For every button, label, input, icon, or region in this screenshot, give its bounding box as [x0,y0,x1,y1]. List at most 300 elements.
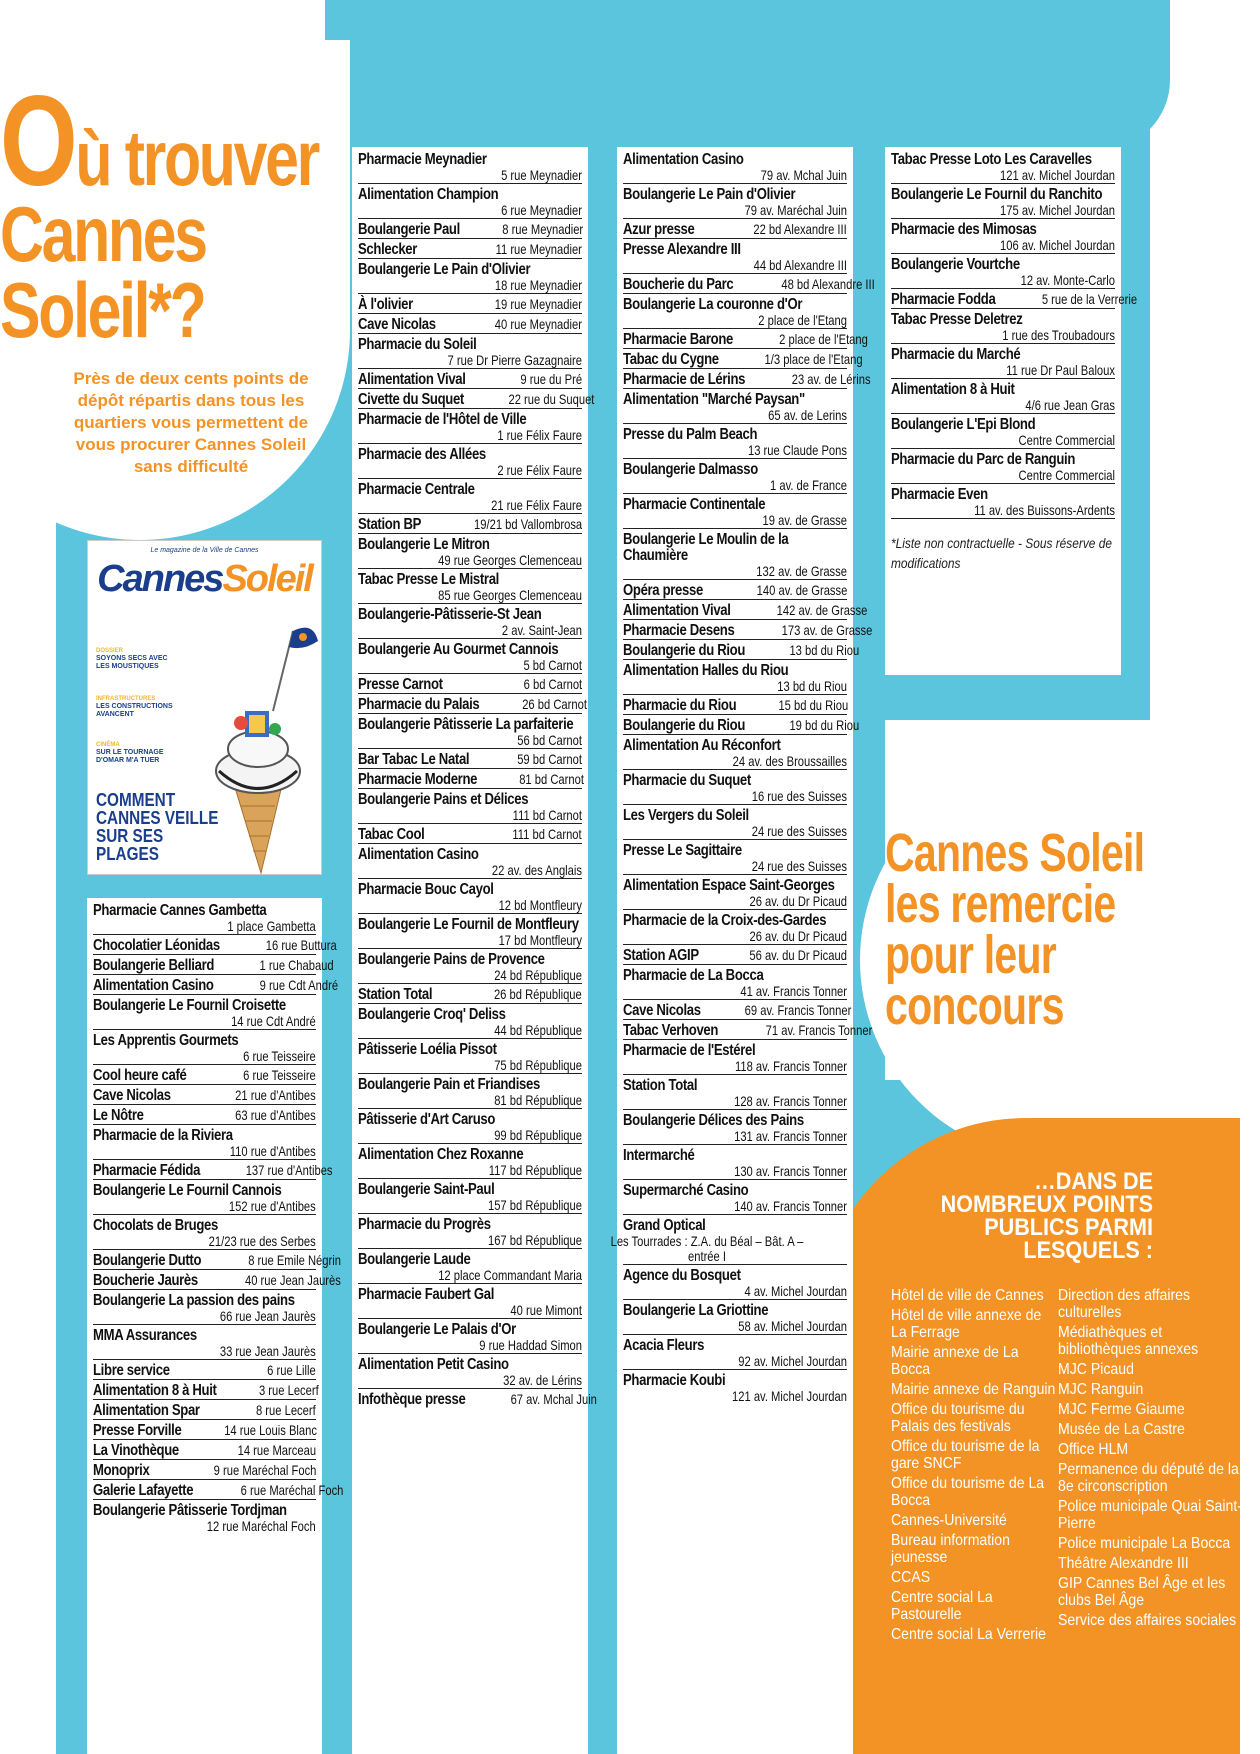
list-item [358,846,582,879]
magazine-logo-part2: Soleil [222,557,312,600]
list-item-address: 6 rue Teisseire [243,1048,316,1064]
list-item [358,1391,597,1408]
list-item-address: 24 rue des Suisses [751,823,847,839]
list-item-address: 1 rue Chabaud [259,957,334,973]
magazine-teaser [96,647,176,671]
list-item-address: 41 av. Francis Tonner [740,983,847,999]
list-item [358,391,595,409]
list-item-address: 111 bd Carnot [512,826,582,842]
list-item-address: 81 bd République [494,1092,582,1108]
list-item-address: 131 av. Francis Tonner [734,1128,847,1144]
list-item-name: Pharmacie de Lérins [623,371,746,388]
list-item-address: 6 bd Carnot [523,676,582,692]
public-point-item: Médiathèques et bibliothèques annexes [1058,1324,1199,1358]
teaser-kicker: INFRASTRUCTURES [96,696,156,702]
list-item-name: Pharmacie du Progrès [358,1216,491,1233]
list-item-address: 1 rue des Troubadours [1002,327,1115,343]
list-item-name: Monoprix [93,1462,150,1479]
list-item [358,881,582,914]
list-item [623,1042,847,1075]
list-item-name: Pharmacie Fodda [891,291,996,308]
list-item [93,1502,316,1534]
public-point-item: MJC Picaud [1058,1361,1134,1378]
list-item-address: 14 rue Louis Blanc [224,1422,317,1438]
list-item [358,641,582,674]
list-item-name: Tabac Cool [358,826,425,843]
list-item-name: Station Total [623,1077,698,1094]
list-item [623,1267,847,1300]
list-item-name: Les Apprentis Gourmets [93,1032,239,1049]
list-item [610,1217,847,1265]
list-item-name: Bar Tabac Le Natal [358,751,470,768]
list-item-address: 167 bd République [487,1232,582,1248]
list-item [93,957,334,975]
list-item [93,1292,316,1325]
list-item-address: 59 bd Carnot [517,751,582,767]
list-item-name: Boulangerie Le Fournil Cannois [93,1182,282,1199]
list-item-name: Pharmacie Continentale [623,496,766,513]
list-item [93,1162,333,1180]
list-item-name: Pharmacie de l'Estérel [623,1042,756,1059]
list-item-address: 13 bd du Riou [789,642,860,658]
teaser-text: LES CONSTRUCTIONS AVANCENT [96,703,173,718]
public-point-item: Mairie annexe de La Bocca [891,1344,1019,1378]
list-item-name: Agence du Bosquet [623,1267,741,1284]
subtitle: Près de deux cents points de dépôt répartis dans tous les quartiers vous permettent de vous procurer Cannes Soleil sans difficulté [73,369,309,476]
list-item-address: 40 rue Jean Jaurès [244,1272,341,1288]
list-item-name: Tabac Verhoven [623,1022,719,1039]
list-item-name: La Vinothèque [93,1442,179,1459]
list-item-address: 21 rue Félix Faure [491,497,582,513]
title-line1: ù trouver [75,114,318,202]
list-item-address: 3 rue Lecerf [258,1382,319,1398]
list-item-name: Schlecker [358,241,418,258]
list-item-name: Azur presse [623,221,695,238]
list-item [358,1041,582,1074]
list-item [623,221,847,239]
list-item [623,1112,847,1145]
list-item [623,947,847,965]
public-point-item: Hôtel de ville annexe de La Ferrage [891,1307,1042,1341]
list-item-address: 1/3 place de l'Etang [764,351,863,367]
list-item-address: 9 rue du Pré [520,371,582,387]
list-item-address: 14 rue Marceau [237,1442,316,1458]
list-item-name: Cave Nicolas [358,316,436,333]
list-item-address: 4 av. Michel Jourdan [744,1283,847,1299]
list-item-name: Station BP [358,516,422,533]
public-point-item: Permanence du député de la 8e circonscription [1058,1461,1239,1495]
list-item-address: 40 rue Meynadier [494,316,582,332]
list-item-name: Boulangerie Le Fournil du Ranchito [891,186,1103,203]
list-item-name: Alimentation Au Réconfort [623,737,781,754]
public-points-list-right [1058,1287,1243,1632]
public-point-item: Théâtre Alexandre III [1058,1555,1189,1572]
list-item-address: 92 av. Michel Jourdan [738,1353,847,1369]
list-item-address: 9 rue Cdt André [259,977,339,993]
public-point-item: Office du tourisme de La Bocca [891,1475,1045,1509]
list-item-address: 142 av. de Grasse [776,602,868,618]
public-point-item: Mairie annexe de Ranguin [891,1381,1056,1398]
list-item-name: Chocolatier Léonidas [93,937,220,954]
list-item-address: 24 rue des Suisses [751,858,847,874]
list-item [623,642,860,660]
list-item-address: 56 av. du Dr Picaud [749,947,847,963]
list-item-address: 8 rue Lecerf [256,1402,316,1418]
list-item [358,951,582,984]
list-item [623,697,847,715]
public-point-item: Office du tourisme du Palais des festivals [891,1401,1025,1435]
list-item [358,186,582,219]
list-item-address: Centre Commercial [1018,432,1115,448]
list-item-name: Pharmacie Barone [623,331,733,348]
list-item-address: 12 bd Montfleury [498,897,582,913]
list-item-address: 40 rue Mimont [510,1302,582,1318]
list-item [358,1356,582,1389]
list-item-name: Boulangerie Dalmasso [623,461,758,478]
list-item [891,486,1115,519]
list-item-address: 175 av. Michel Jourdan [1000,202,1115,218]
public-point-item: Direction des affaires culturelles [1058,1287,1190,1321]
list-item-address: 13 rue Claude Pons [747,442,847,458]
list-item-address: 26 av. du Dr Picaud [749,893,847,909]
list-item-name: Pharmacie du Parc de Ranguin [891,451,1076,468]
list-item-address: 24 bd République [494,967,582,983]
list-item-address: 7 rue Dr Pierre Gazagnaire [447,352,582,368]
list-column-4 [885,147,1138,675]
list-item-address: 99 bd République [494,1127,582,1143]
list-item-address: 5 rue Meynadier [501,167,582,183]
teaser-kicker: DOSSIER [96,648,124,654]
list-item-name: Alimentation Halles du Riou [623,662,789,679]
list-item-name: Supermarché Casino [623,1182,749,1199]
magazine-logo [88,555,321,603]
list-item-address: 12 rue Maréchal Foch [207,1518,316,1534]
list-item [358,606,582,639]
list-item-address: 48 bd Alexandre III [780,276,875,292]
public-point-item: Centre social La Pastourelle [891,1589,993,1623]
list-item [358,221,582,239]
list-item [623,1337,847,1370]
list-item-address: 19 bd du Riou [789,717,860,733]
list-item-name: Pharmacie Moderne [358,771,478,788]
list-item-name: Boulangerie Vourtche [891,256,1020,273]
list-item-name: Alimentation 8 à Huit [891,381,1015,398]
list-item [623,1182,847,1215]
list-item-name: Boulangerie-Pâtisserie-St Jean [358,606,542,623]
list-item [623,1002,852,1020]
public-point-item: Police municipale Quai Saint-Pierre [1058,1498,1242,1532]
list-item-address: 13 bd du Riou [777,678,847,694]
list-item-name: Boulangerie La Griottine [623,1302,769,1319]
public-point-item: Cannes-Université [891,1512,1007,1529]
list-item [623,772,847,805]
list-item-address: 6 rue Teisseire [243,1067,316,1083]
list-item [93,1327,316,1360]
list-item-name: Boulangerie Paul [358,221,460,238]
title-big-letter: O [0,70,76,213]
list-item [623,391,847,424]
list-item [93,1127,316,1160]
list-item [623,1022,873,1040]
list-item [623,151,847,184]
list-item-address: 1 rue Félix Faure [497,427,582,443]
list-item-name: Pharmacie du Palais [358,696,480,713]
magazine-tagline: Le magazine de la Ville de Cannes [150,547,259,554]
list-item-name: Boulangerie Le Moulin de la Chaumière [623,531,789,564]
list-item-name: Presse du Palm Beach [623,426,758,443]
list-item [358,716,582,749]
list-item-address: Les Tourrades : Z.A. du Béal – Bât. A – entrée I [610,1233,804,1264]
magazine-cover [87,540,322,875]
list-item-name: Galerie Lafayette [93,1482,194,1499]
public-point-item: GIP Cannes Bel Âge et les clubs Bel Âge [1058,1575,1226,1609]
list-item-name: Boulangerie Saint-Paul [358,1181,495,1198]
public-point-item: Musée de La Castre [1058,1421,1185,1438]
list-item-address: 32 av. de Lérins [503,1372,582,1388]
public-point-item: CCAS [891,1569,931,1586]
list-item-address: 157 bd République [487,1197,582,1213]
list-item [358,536,582,569]
list-item-name: Pharmacie du Marché [891,346,1021,363]
list-item [623,622,873,640]
list-item [891,291,1138,309]
list-item-name: Tabac du Cygne [623,351,719,368]
list-item-address: 71 av. Francis Tonner [765,1022,873,1038]
list-item-name: Alimentation Vival [623,602,731,619]
list-item-name: Tabac Presse Le Mistral [358,571,499,588]
list-item [623,331,868,349]
public-point-item: Office HLM [1058,1441,1129,1458]
list-item [93,1252,341,1270]
disclaimer: *Liste non contractuelle - Sous réserve de modifications [891,535,1112,571]
list-item-address: 75 bd République [494,1057,582,1073]
list-item-name: Boulangerie La couronne d'Or [623,296,803,313]
list-item [93,1087,316,1105]
list-item-address: 2 place de l'Etang [779,331,868,347]
list-item-address: 121 av. Michel Jourdan [732,1388,847,1404]
list-item-name: Alimentation Casino [93,977,214,994]
list-item [891,221,1115,254]
list-item [623,662,847,695]
list-item [623,582,847,600]
list-item-name: Presse Alexandre III [623,241,741,258]
list-item [93,1422,316,1440]
list-item-name: Boulangerie Pain et Friandises [358,1076,540,1093]
list-item-name: Cool heure café [93,1067,187,1084]
list-item [623,276,875,294]
list-item-name: Alimentation Champion [358,186,499,203]
list-item [358,316,582,334]
list-item [623,717,860,735]
list-item [358,261,582,294]
list-item [93,997,316,1030]
thanks-heading [885,823,1145,1036]
list-item-address: 15 bd du Riou [778,697,849,713]
list-item-name: Tabac Presse Loto Les Caravelles [891,151,1092,168]
list-item-name: Station AGIP [623,947,699,964]
public-point-item: Bureau information jeunesse [891,1532,1010,1566]
list-item [358,1146,582,1179]
list-item [891,311,1115,344]
list-item-address: 26 bd République [494,986,582,1002]
list-item-name: Presse Forville [93,1422,182,1439]
list-item-name: Boulangerie Belliard [93,957,215,974]
list-item-address: 140 av. Francis Tonner [734,1198,847,1214]
list-item [93,1362,316,1380]
thanks-line4: concours [885,976,1064,1036]
list-item-address: 9 rue Haddad Simon [479,1337,582,1353]
list-item-address: 2 av. Saint-Jean [501,622,582,638]
list-item-name: Opéra presse [623,582,703,599]
list-item [891,451,1115,484]
list-item [358,516,582,534]
list-item [358,1181,582,1214]
list-item [623,1302,847,1335]
list-item-name: Libre service [93,1362,170,1379]
list-item-name: Intermarché [623,1147,695,1164]
list-item-name: Pharmacie Koubi [623,1372,726,1389]
list-item [891,346,1115,379]
list-item-address: 66 rue Jean Jaurès [220,1308,316,1324]
list-item-name: Infothèque presse [358,1391,466,1408]
title-line3: Soleil*? [0,266,205,354]
list-item-address: 81 bd Carnot [519,771,585,787]
list-item-name: MMA Assurances [93,1327,197,1344]
list-item [93,937,337,955]
list-item-address: 16 rue Buttura [265,937,337,953]
list-item-address: 6 rue Maréchal Foch [240,1482,344,1498]
list-item [358,1216,582,1249]
list-item-address: 2 place de l'Etang [758,312,847,328]
list-item [623,1077,847,1110]
list-item [93,1182,316,1215]
list-item-name: Boulangerie Croq' Deliss [358,1006,506,1023]
list-item-name: Boulangerie Le Fournil Croisette [93,997,286,1014]
thanks-line3: pour leur [885,925,1057,985]
list-item-name: Boulangerie La passion des pains [93,1292,295,1309]
list-item-name: Boulangerie Le Palais d'Or [358,1321,516,1338]
list-item-address: 22 av. des Anglais [491,862,582,878]
list-item-name: Tabac Presse Deletrez [891,311,1023,328]
list-item [623,807,847,840]
list-item-name: Pharmacie du Soleil [358,336,477,353]
magazine-headline: COMMENT CANNES VEILLE SUR SES PLAGES [96,790,219,864]
list-item-address: 11 rue Meynadier [495,241,582,257]
list-item [623,1147,847,1180]
list-item [623,531,847,580]
list-item-address: 117 bd République [488,1162,582,1178]
list-item [623,912,847,945]
list-item [358,751,582,769]
thanks-line2: les remercie [885,874,1116,934]
list-item-name: Boucherie du Parc [623,276,734,293]
list-item [623,737,847,770]
list-item [93,1107,316,1125]
public-point-item: Hôtel de ville de Cannes [891,1287,1044,1304]
list-item-name: Pharmacie de la Croix-des-Gardes [623,912,827,929]
list-item [93,1032,316,1065]
list-item [93,1272,341,1290]
list-item-address: 14 rue Cdt André [231,1013,316,1029]
public-point-item: Office du tourisme de la gare SNCF [891,1438,1040,1472]
list-item-name: Civette du Suquet [358,391,464,408]
list-item-address: 19/21 bd Vallombrosa [473,516,582,532]
list-item-name: Boulangerie Le Pain d'Olivier [358,261,531,278]
list-item-name: Pharmacie du Riou [623,697,737,714]
list-item [358,1321,582,1354]
list-item-address: 2 rue Félix Faure [497,462,582,478]
list-item-address: 12 av. Monte-Carlo [1020,272,1115,288]
list-item [93,1482,344,1500]
list-item-address: 5 rue de la Verrerie [1042,291,1138,307]
list-item-address: 21 rue d'Antibes [235,1087,316,1103]
list-item-name: Alimentation Petit Casino [358,1356,509,1373]
list-item-name: Pharmacie Desens [623,622,735,639]
list-item [93,1462,316,1480]
list-item [93,1217,316,1250]
list-item-address: 1 av. de France [770,477,847,493]
list-item-name: Boulangerie Pains et Délices [358,791,529,808]
list-item-name: Chocolats de Bruges [93,1217,218,1234]
list-item-address: 44 bd République [494,1022,582,1038]
list-item-name: Boulangerie du Riou [623,642,746,659]
list-item-name: Pharmacie des Mimosas [891,221,1037,238]
list-item [358,771,585,789]
list-item-address: 23 av. de Lérins [791,371,871,387]
list-item-name: Boulangerie Pains de Provence [358,951,545,968]
list-item-address: 111 bd Carnot [512,807,582,823]
list-item [358,1251,582,1284]
list-item-address: 19 av. de Grasse [762,512,847,528]
list-item-address: 128 av. Francis Tonner [734,1093,847,1109]
list-item-name: Boulangerie Dutto [93,1252,202,1269]
list-item-name: Boulangerie Pâtisserie Tordjman [93,1502,287,1519]
list-column-1 [87,898,344,1754]
list-item-address: 56 bd Carnot [517,732,582,748]
thanks-line1: Cannes Soleil [885,823,1145,883]
list-item [358,916,582,949]
list-item-address: 58 av. Michel Jourdan [738,1318,847,1334]
list-item-address: Centre Commercial [1018,467,1115,483]
list-item-name: Pâtisserie Loélia Pissot [358,1041,497,1058]
list-item-name: Boulangerie Pâtisserie La parfaiterie [358,716,574,733]
list-item [891,416,1115,449]
list-item-name: Grand Optical [623,1217,706,1234]
list-item-name: Cave Nicolas [93,1087,171,1104]
list-item [358,986,582,1004]
list-column-2 [352,147,597,1754]
list-item-address: 79 av. Maréchal Juin [744,202,847,218]
list-item-address: 8 rue Emile Négrin [248,1252,341,1268]
list-item [358,1286,582,1319]
list-item-address: 4/6 rue Jean Gras [1025,397,1115,413]
list-item-address: 85 rue Georges Clemenceau [438,587,582,603]
list-item-address: 130 av. Francis Tonner [734,1163,847,1179]
list-item-name: Les Vergers du Soleil [623,807,749,824]
list-item-name: Pharmacie Bouc Cayol [358,881,494,898]
list-item-address: 12 place Commandant Maria [438,1267,582,1283]
list-item [623,461,847,494]
list-item-name: Pharmacie de l'Hôtel de Ville [358,411,527,428]
list-item-address: 110 rue d'Antibes [230,1143,316,1159]
list-item [623,877,847,910]
list-item-address: 65 av. de Lerins [768,407,847,423]
list-item-address: 18 rue Meynadier [494,277,582,293]
list-item [93,1442,316,1460]
public-point-item: Police municipale La Bocca [1058,1535,1231,1552]
list-item-address: 6 rue Lille [267,1362,316,1378]
list-item-name: Boulangerie Le Mitron [358,536,490,553]
